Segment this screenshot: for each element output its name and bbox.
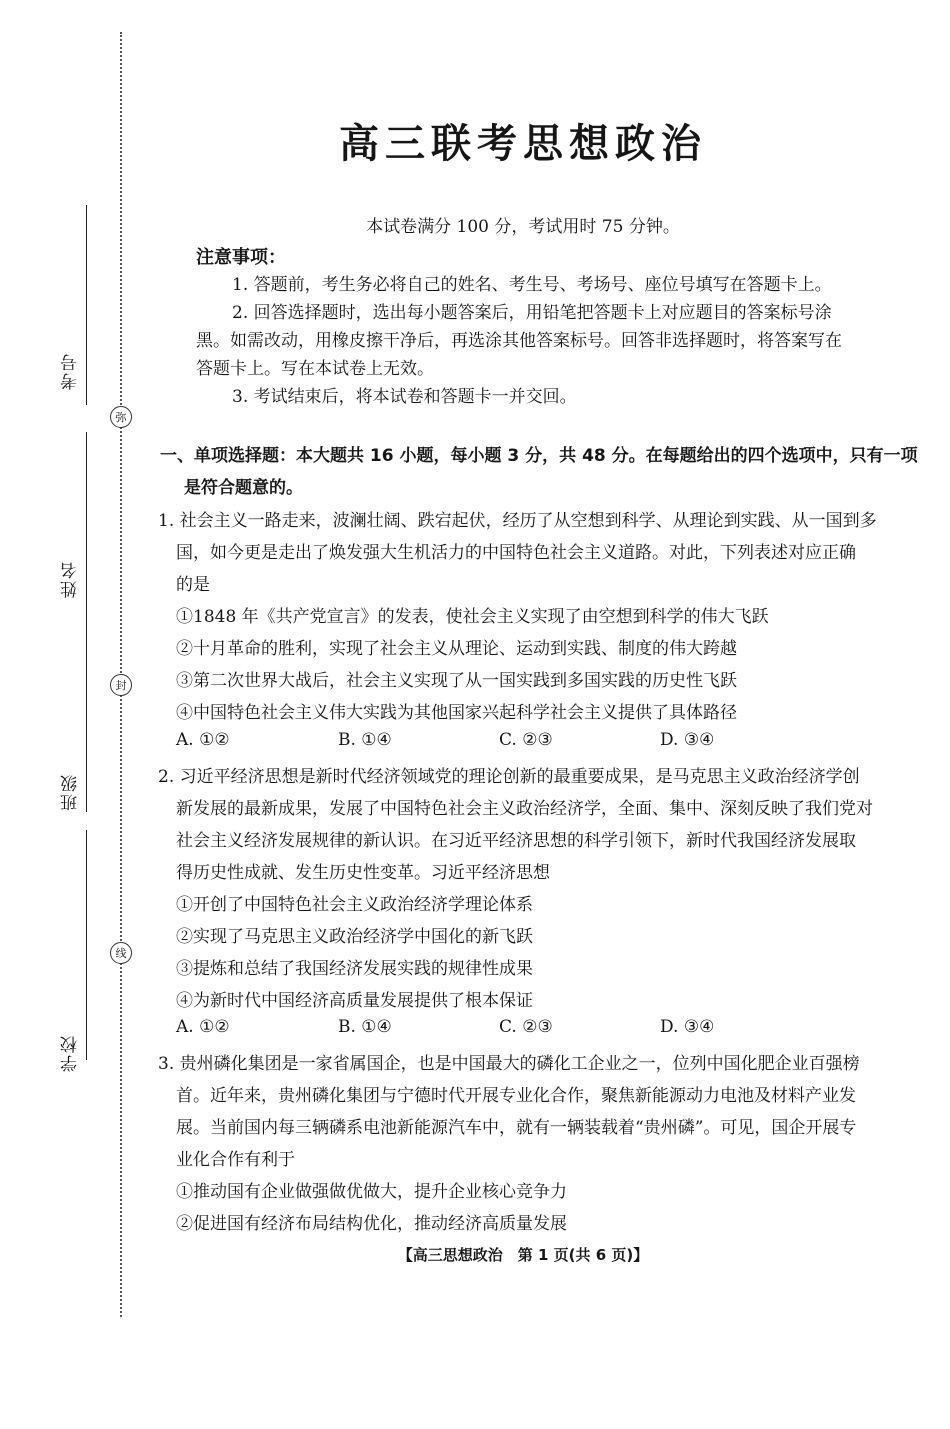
notes-line: 答题卡上。写在本试卷上无效。 [196,359,434,379]
q1-item: ①1848 年《共产党宣言》的发表，使社会主义实现了由空想到科学的伟大飞跃 [176,607,769,627]
seal-xian: 线 [110,942,132,964]
notes-line: 1. 答题前，考生务必将自己的姓名、考生号、考场号、座位号填写在答题卡上。 [232,275,832,295]
section-heading-line2: 是符合题意的。 [184,478,303,498]
q1-item: ③第二次世界大战后，社会主义实现了从一国实践到多国实践的历史性飞跃 [176,671,737,691]
notes-line: 2. 回答选择题时，选出每小题答案后，用铅笔把答题卡上对应题目的答案标号涂 [232,303,832,323]
q1-stem-line: 1. 社会主义一路走来，波澜壮阔、跌宕起伏，经历了从空想到科学、从理论到实践、从一国到多 [158,511,877,531]
exam-number-label: 考号 [61,352,81,390]
q2-option-c: C. ②③ [499,1017,553,1037]
q1-item: ②十月革命的胜利，实现了社会主义从理论、运动到实践、制度的伟大跨越 [176,639,737,659]
q2-item: ③提炼和总结了我国经济发展实践的规律性成果 [176,959,533,979]
school-line [86,830,87,1060]
q2-item: ①开创了中国特色社会主义政治经济学理论体系 [176,895,533,915]
q1-stem-line: 国，如今更是走出了焕发强大生机活力的中国特色社会主义道路。对此，下列表述对应正确 [176,543,856,563]
q2-stem-line: 新发展的最新成果，发展了中国特色社会主义政治经济学，全面、集中、深刻反映了我们党对 [176,799,873,819]
q3-item: ②促进国有经济布局结构优化，推动经济高质量发展 [176,1214,567,1234]
q2-option-d: D. ③④ [660,1017,715,1037]
section-heading-line1: 一、单项选择题：本大题共 16 小题，每小题 3 分，共 48 分。在每题给出的四个选项中，只有一项 [160,446,918,466]
q2-item: ②实现了马克思主义政治经济学中国化的新飞跃 [176,927,533,947]
q1-option-c: C. ②③ [499,730,553,750]
q1-item: ④中国特色社会主义伟大实践为其他国家兴起科学社会主义提供了具体路径 [176,703,737,723]
school-label: 学校 [61,1034,81,1072]
q2-item: ④为新时代中国经济高质量发展提供了根本保证 [176,991,533,1011]
notes-line: 3. 考试结束后，将本试卷和答题卡一并交回。 [232,387,577,407]
q2-stem-line: 2. 习近平经济思想是新时代经济领域党的理论创新的最重要成果，是马克思主义政治经济学创 [158,767,860,787]
q3-stem-line: 业化合作有利于 [176,1150,295,1170]
seal-feng: 封 [110,674,132,696]
q2-option-a: A. ①② [176,1017,230,1037]
q3-stem-line: 展。当前国内每三辆磷系电池新能源汽车中，就有一辆装载着“贵州磷”。可见，国企开展专 [176,1118,857,1138]
page-title: 高三联考思想政治 [339,121,707,167]
seal-mi: 弥 [110,406,132,428]
q2-stem-line: 得历史性成就、发生历史性变革。习近平经济思想 [176,863,550,883]
name-line [86,432,87,622]
page-footer: 【高三思想政治 第 1 页(共 6 页)】 [397,1246,649,1264]
q2-stem-line: 社会主义经济发展规律的新认识。在习近平经济思想的科学引领下，新时代我国经济发展取 [176,831,856,851]
q3-item: ①推动国有企业做强做优做大，提升企业核心竞争力 [176,1182,567,1202]
notes-line: 黑。如需改动，用橡皮擦干净后，再选涂其他答案标号。回答非选择题时，将答案写在 [196,331,842,351]
name-label: 姓名 [61,560,81,598]
q1-option-d: D. ③④ [660,730,715,750]
q3-stem-line: 首。近年来，贵州磷化集团与宁德时代开展专业化合作，聚焦新能源动力电池及材料产业发 [176,1086,856,1106]
section-heading [160,440,918,504]
q2-option-b: B. ①④ [338,1017,392,1037]
notes-heading: 注意事项： [196,247,286,268]
q1-option-b: B. ①④ [338,730,392,750]
class-label: 班级 [61,773,81,811]
exam-subtitle: 本试卷满分 100 分，考试用时 75 分钟。 [366,217,680,237]
q3-stem-line: 3. 贵州磷化集团是一家省属国企，也是中国最大的磷化工企业之一，位列中国化肥企业百强榜 [158,1054,860,1074]
q1-option-a: A. ①② [176,730,230,750]
class-line [86,622,87,812]
q1-stem-line: 的是 [176,575,210,595]
